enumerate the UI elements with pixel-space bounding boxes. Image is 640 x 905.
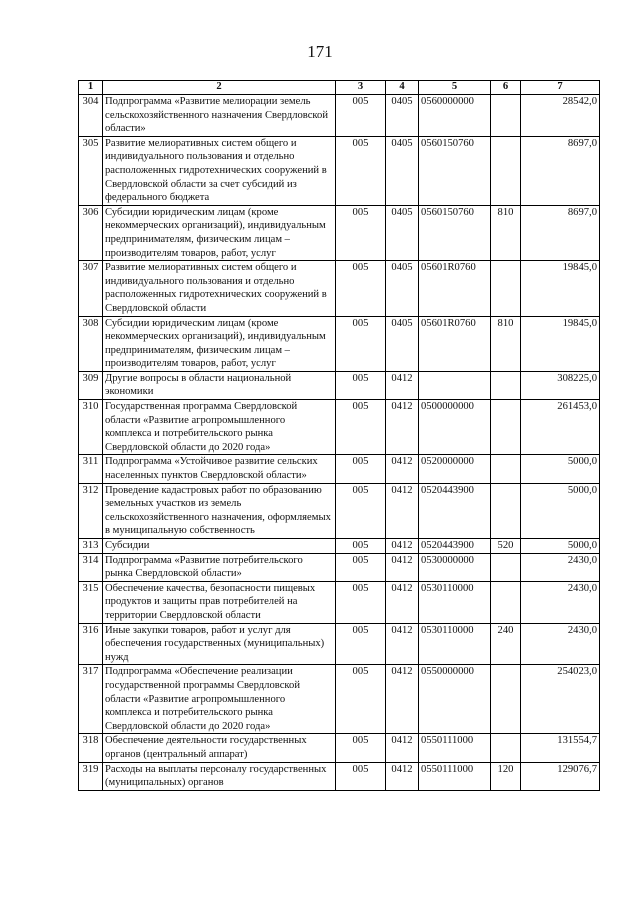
ministry-code-cell: 005 [336,371,386,399]
expense-type-cell: 240 [491,623,521,665]
expense-type-cell [491,483,521,538]
target-article-cell: 0530000000 [419,553,491,581]
item-name-cell: Государственная программа Свердловской области «Развитие агропромышленного комплекса и потребительского рынка Свердловской области до 2020 года» [103,400,336,455]
column-header-2: 2 [103,81,336,95]
target-article-cell: 0550000000 [419,665,491,734]
amount-cell: 261453,0 [521,400,600,455]
section-code-cell: 0412 [386,553,419,581]
target-article-cell: 0560150760 [419,205,491,260]
item-name-cell: Развитие мелиоративных систем общего и индивидуального пользования и отдельно расположенных гидротехнических сооружений в Свердловской области за счет субсидий из федерального бюджета [103,136,336,205]
row-number-cell: 315 [79,581,103,623]
ministry-code-cell: 005 [336,316,386,371]
table-body [79,95,600,791]
table-row [79,95,600,137]
amount-cell: 19845,0 [521,261,600,316]
table-row [79,623,600,665]
row-number-cell: 312 [79,483,103,538]
amount-cell: 28542,0 [521,95,600,137]
item-name-cell: Подпрограмма «Развитие мелиорации земель сельскохозяйственного назначения Свердловской области» [103,95,336,137]
expense-type-cell [491,371,521,399]
section-code-cell: 0412 [386,455,419,483]
table-row [79,762,600,790]
expense-type-cell: 520 [491,539,521,554]
amount-cell: 5000,0 [521,483,600,538]
table-row [79,136,600,205]
ministry-code-cell: 005 [336,483,386,538]
item-name-cell: Обеспечение качества, безопасности пищевых продуктов и защиты прав потребителей на территории Свердловской области [103,581,336,623]
expense-type-cell [491,95,521,137]
amount-cell: 8697,0 [521,136,600,205]
section-code-cell: 0412 [386,539,419,554]
column-header-6: 6 [491,81,521,95]
section-code-cell: 0405 [386,316,419,371]
item-name-cell: Субсидии юридическим лицам (кроме некоммерческих организаций), индивидуальным предпринимателям, физическим лицам – производителям товаров, работ, услуг [103,316,336,371]
amount-cell: 131554,7 [521,734,600,762]
ministry-code-cell: 005 [336,623,386,665]
section-code-cell: 0405 [386,205,419,260]
amount-cell: 254023,0 [521,665,600,734]
expense-type-cell [491,455,521,483]
row-number-cell: 304 [79,95,103,137]
row-number-cell: 318 [79,734,103,762]
target-article-cell: 0500000000 [419,400,491,455]
ministry-code-cell: 005 [336,665,386,734]
target-article-cell: 05601R0760 [419,316,491,371]
target-article-cell: 05601R0760 [419,261,491,316]
item-name-cell: Субсидии [103,539,336,554]
row-number-cell: 308 [79,316,103,371]
section-code-cell: 0405 [386,261,419,316]
ministry-code-cell: 005 [336,762,386,790]
table-row [79,734,600,762]
target-article-cell: 0560150760 [419,136,491,205]
expense-type-cell [491,734,521,762]
ministry-code-cell: 005 [336,400,386,455]
section-code-cell: 0405 [386,95,419,137]
section-code-cell: 0412 [386,483,419,538]
column-header-1: 1 [79,81,103,95]
item-name-cell: Подпрограмма «Обеспечение реализации государственной программы Свердловской области «Развитие агропромышленного комплекса и потребительского рынка Свердловской области до 2020 года» [103,665,336,734]
amount-cell: 19845,0 [521,316,600,371]
row-number-cell: 310 [79,400,103,455]
column-header-4: 4 [386,81,419,95]
item-name-cell: Подпрограмма «Развитие потребительского рынка Свердловской области» [103,553,336,581]
table-row [79,205,600,260]
item-name-cell: Подпрограмма «Устойчивое развитие сельских населенных пунктов Свердловской области» [103,455,336,483]
budget-table [78,80,600,791]
expense-type-cell [491,553,521,581]
target-article-cell: 0520000000 [419,455,491,483]
target-article-cell: 0550111000 [419,762,491,790]
expense-type-cell [491,136,521,205]
expense-type-cell: 810 [491,316,521,371]
expense-type-cell [491,261,521,316]
expense-type-cell [491,581,521,623]
amount-cell: 8697,0 [521,205,600,260]
column-header-7: 7 [521,81,600,95]
page-number: 171 [307,42,333,61]
row-number-cell: 319 [79,762,103,790]
table-row [79,581,600,623]
section-code-cell: 0412 [386,665,419,734]
expense-type-cell [491,665,521,734]
amount-cell: 129076,7 [521,762,600,790]
item-name-cell: Обеспечение деятельности государственных органов (центральный аппарат) [103,734,336,762]
row-number-cell: 305 [79,136,103,205]
table-row [79,455,600,483]
ministry-code-cell: 005 [336,581,386,623]
section-code-cell: 0412 [386,371,419,399]
row-number-cell: 309 [79,371,103,399]
ministry-code-cell: 005 [336,553,386,581]
amount-cell: 5000,0 [521,455,600,483]
expense-type-cell: 810 [491,205,521,260]
ministry-code-cell: 005 [336,539,386,554]
amount-cell: 5000,0 [521,539,600,554]
amount-cell: 2430,0 [521,553,600,581]
table-header-row [79,81,600,95]
section-code-cell: 0412 [386,400,419,455]
table-row [79,483,600,538]
section-code-cell: 0412 [386,581,419,623]
row-number-cell: 317 [79,665,103,734]
table-row [79,261,600,316]
item-name-cell: Проведение кадастровых работ по образованию земельных участков из земель сельскохозяйственного назначения, оформляемых в муниципальную собственность [103,483,336,538]
amount-cell: 2430,0 [521,623,600,665]
section-code-cell: 0405 [386,136,419,205]
ministry-code-cell: 005 [336,205,386,260]
amount-cell: 2430,0 [521,581,600,623]
amount-cell: 308225,0 [521,371,600,399]
table-row [79,539,600,554]
row-number-cell: 313 [79,539,103,554]
target-article-cell [419,371,491,399]
section-code-cell: 0412 [386,734,419,762]
expense-type-cell: 120 [491,762,521,790]
section-code-cell: 0412 [386,623,419,665]
table-row [79,665,600,734]
target-article-cell: 0550111000 [419,734,491,762]
ministry-code-cell: 005 [336,261,386,316]
table-row [79,371,600,399]
row-number-cell: 311 [79,455,103,483]
row-number-cell: 314 [79,553,103,581]
item-name-cell: Развитие мелиоративных систем общего и индивидуального пользования и отдельно расположенных гидротехнических сооружений в Свердловской области [103,261,336,316]
ministry-code-cell: 005 [336,455,386,483]
item-name-cell: Иные закупки товаров, работ и услуг для обеспечения государственных (муниципальных) нужд [103,623,336,665]
target-article-cell: 0520443900 [419,539,491,554]
column-header-3: 3 [336,81,386,95]
item-name-cell: Субсидии юридическим лицам (кроме некоммерческих организаций), индивидуальным предпринимателям, физическим лицам – производителям товаров, работ, услуг [103,205,336,260]
ministry-code-cell: 005 [336,136,386,205]
column-header-5: 5 [419,81,491,95]
section-code-cell: 0412 [386,762,419,790]
ministry-code-cell: 005 [336,95,386,137]
expense-type-cell [491,400,521,455]
table-row [79,553,600,581]
table-row [79,400,600,455]
target-article-cell: 0520443900 [419,483,491,538]
ministry-code-cell: 005 [336,734,386,762]
target-article-cell: 0530110000 [419,623,491,665]
row-number-cell: 307 [79,261,103,316]
row-number-cell: 306 [79,205,103,260]
target-article-cell: 0560000000 [419,95,491,137]
item-name-cell: Расходы на выплаты персоналу государственных (муниципальных) органов [103,762,336,790]
item-name-cell: Другие вопросы в области национальной экономики [103,371,336,399]
table-row [79,316,600,371]
row-number-cell: 316 [79,623,103,665]
target-article-cell: 0530110000 [419,581,491,623]
